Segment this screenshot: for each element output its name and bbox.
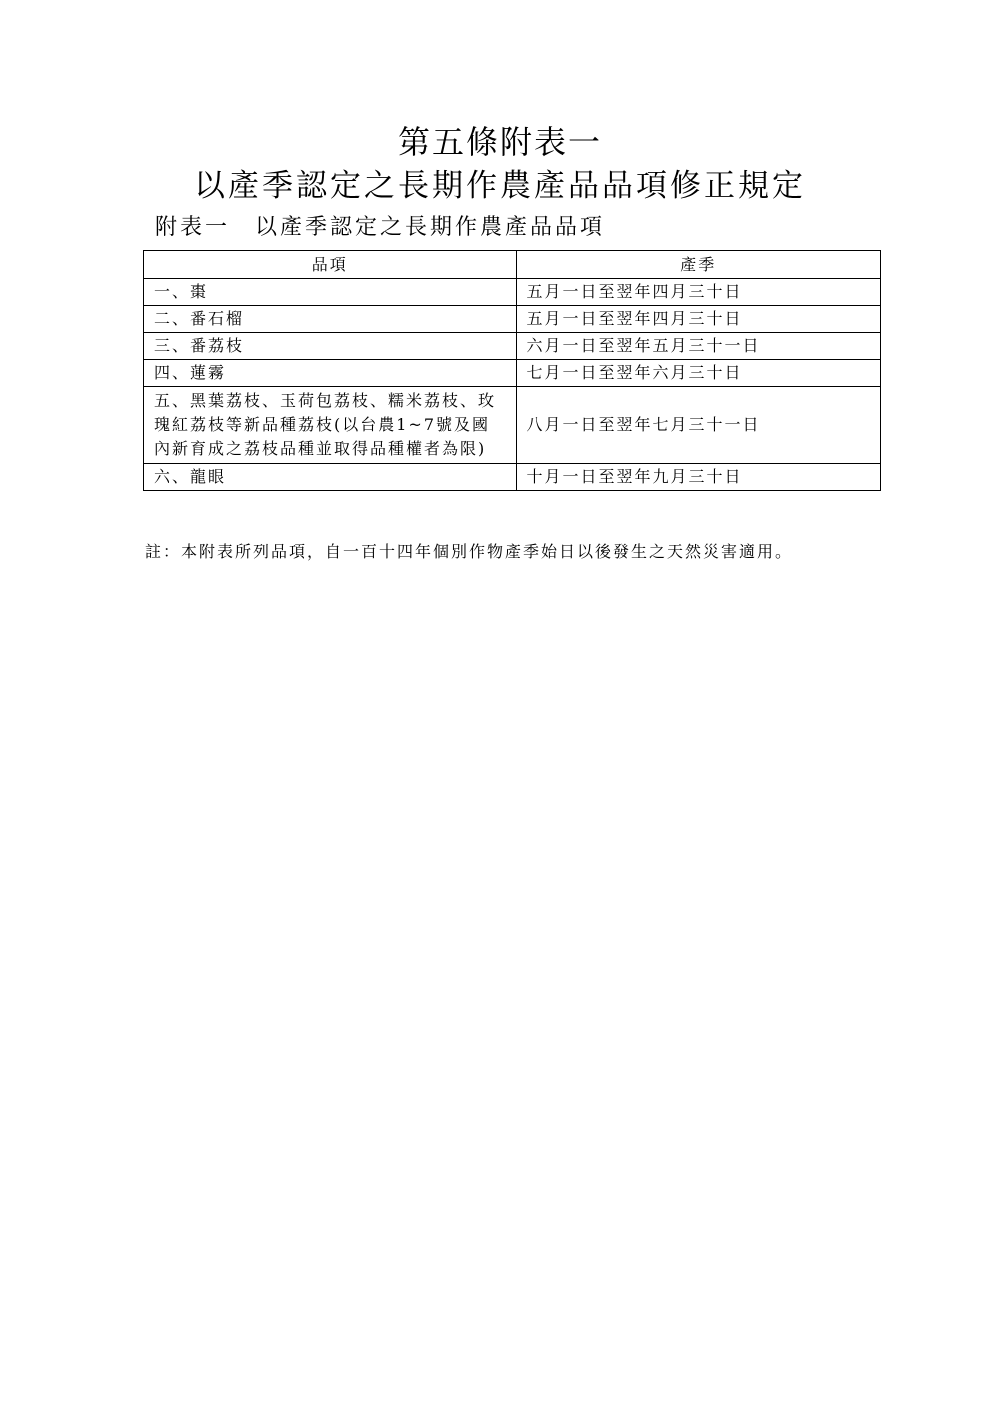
crop-season-table: [143, 250, 881, 491]
column-header-season: 產季: [516, 251, 881, 279]
table-row: [144, 387, 881, 464]
column-header-item: 品項: [144, 251, 517, 279]
season-cell: 五月一日至翌年四月三十日: [516, 306, 881, 333]
item-cell: 四、蓮霧: [144, 360, 517, 387]
page-title: 第五條附表一: [397, 123, 602, 161]
item-cell: 二、番石榴: [144, 306, 517, 333]
season-cell: 八月一日至翌年七月三十一日: [516, 387, 881, 464]
table-row: [144, 360, 881, 387]
season-cell: 五月一日至翌年四月三十日: [516, 279, 881, 306]
table-caption: 附表一 以產季認定之長期作農產品品項: [155, 215, 606, 240]
season-cell: 六月一日至翌年五月三十一日: [516, 333, 881, 360]
item-cell: 一、棗: [144, 279, 517, 306]
footnote: 註：本附表所列品項，自一百十四年個別作物產季始日以後發生之天然災害適用。: [145, 542, 794, 561]
table-row: [144, 333, 881, 360]
season-cell: 十月一日至翌年九月三十日: [516, 464, 881, 491]
page-subtitle: 以產季認定之長期作農產品品項修正規定: [194, 168, 806, 204]
season-cell: 七月一日至翌年六月三十日: [516, 360, 881, 387]
item-cell: 五、黑葉荔枝、玉荷包荔枝、糯米荔枝、玫瑰紅荔枝等新品種荔枝(以台農1~7號及國內新育成之荔枝品種並取得品種權者為限): [144, 387, 517, 464]
table-row: [144, 306, 881, 333]
table-row: [144, 464, 881, 491]
item-cell: 三、番荔枝: [144, 333, 517, 360]
item-cell: 六、龍眼: [144, 464, 517, 491]
table-row: [144, 279, 881, 306]
table-header-row: [144, 251, 881, 279]
